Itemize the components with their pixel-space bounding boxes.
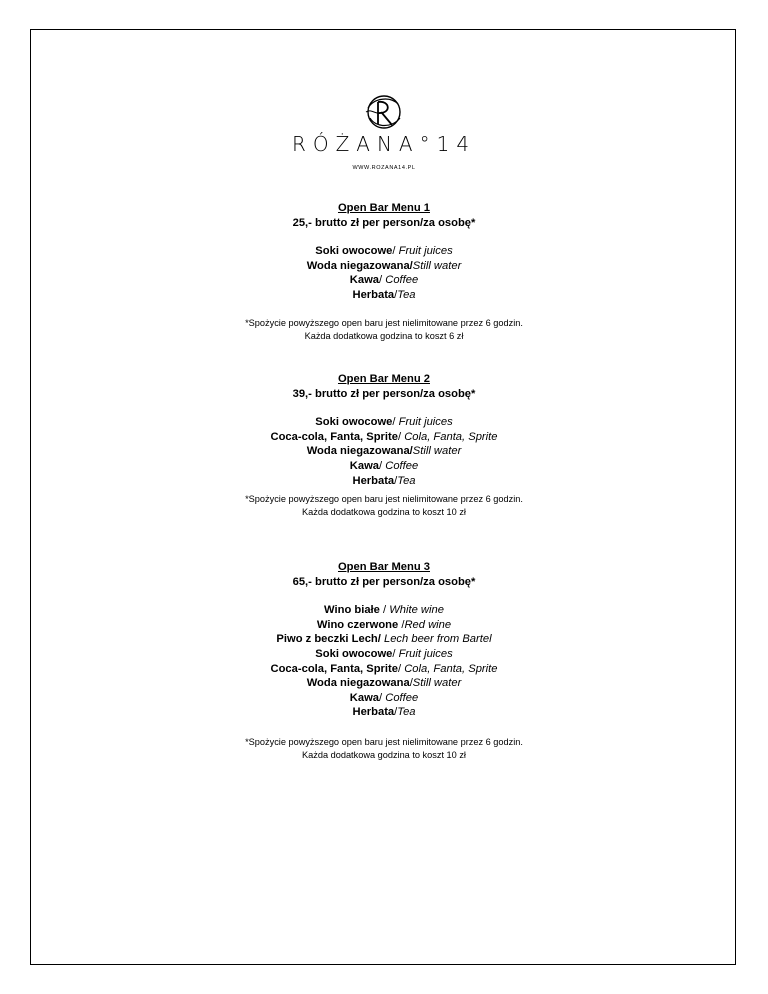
- menu-item: Soki owocowe/ Fruit juices: [315, 245, 453, 258]
- menu-title: Open Bar Menu 3: [337, 561, 430, 573]
- menu-item: Kawa/ Coffee: [349, 691, 419, 704]
- menu-item: Herbata/Tea: [352, 474, 416, 487]
- menu-section-3: [0, 560, 768, 720]
- menu-price: 39,- brutto zł per person/za osobę*: [292, 387, 476, 400]
- note-line: Każda dodatkowa godzina to koszt 10 zł: [302, 507, 466, 517]
- menu-note-2: [0, 493, 768, 519]
- menu-item: Woda niegazowana/Still water: [306, 677, 462, 690]
- menu-title: Open Bar Menu 2: [337, 373, 430, 385]
- menu-item: Wino białe / White wine: [324, 604, 444, 617]
- menu-item: Herbata/Tea: [352, 706, 416, 719]
- menu-item: Woda niegazowana/Still water: [306, 259, 462, 272]
- menu-price: 65,- brutto zł per person/za osobę*: [292, 575, 476, 588]
- menu-note-3: [0, 736, 768, 762]
- menu-item: Piwo z beczki Lech/ Lech beer from Bartel: [276, 633, 492, 646]
- menu-section-2: [0, 372, 768, 488]
- note-line: Każda dodatkowa godzina to koszt 10 zł: [302, 750, 466, 760]
- rose-monogram-icon: [360, 88, 408, 136]
- menu-title: Open Bar Menu 1: [337, 202, 430, 214]
- menu-item: Coca-cola, Fanta, Sprite/ Cola, Fanta, Sprite: [270, 430, 498, 443]
- menu-note-1: [0, 317, 768, 343]
- note-line: *Spożycie powyższego open baru jest nielimitowane przez 6 godzin.: [245, 494, 523, 504]
- menu-item: Wino czerwone /Red wine: [316, 618, 452, 631]
- menu-item: Soki owocowe/ Fruit juices: [315, 416, 453, 429]
- brand-name: RÓŻANA°14: [291, 132, 477, 156]
- note-line: Każda dodatkowa godzina to koszt 6 zł: [304, 331, 464, 341]
- menu-item: Kawa/ Coffee: [349, 459, 419, 472]
- note-line: *Spożycie powyższego open baru jest nielimitowane przez 6 godzin.: [245, 318, 523, 328]
- note-line: *Spożycie powyższego open baru jest nielimitowane przez 6 godzin.: [245, 737, 523, 747]
- menu-item: Kawa/ Coffee: [349, 274, 419, 287]
- menu-item: Coca-cola, Fanta, Sprite/ Cola, Fanta, Sprite: [270, 662, 498, 675]
- website-url: WWW.ROZANA14.PL: [352, 165, 416, 171]
- menu-item: Herbata/Tea: [352, 288, 416, 301]
- menu-price: 25,- brutto zł per person/za osobę*: [292, 216, 476, 229]
- menu-item: Woda niegazowana/Still water: [306, 445, 462, 458]
- menu-item: Soki owocowe/ Fruit juices: [315, 647, 453, 660]
- menu-section-1: [0, 201, 768, 303]
